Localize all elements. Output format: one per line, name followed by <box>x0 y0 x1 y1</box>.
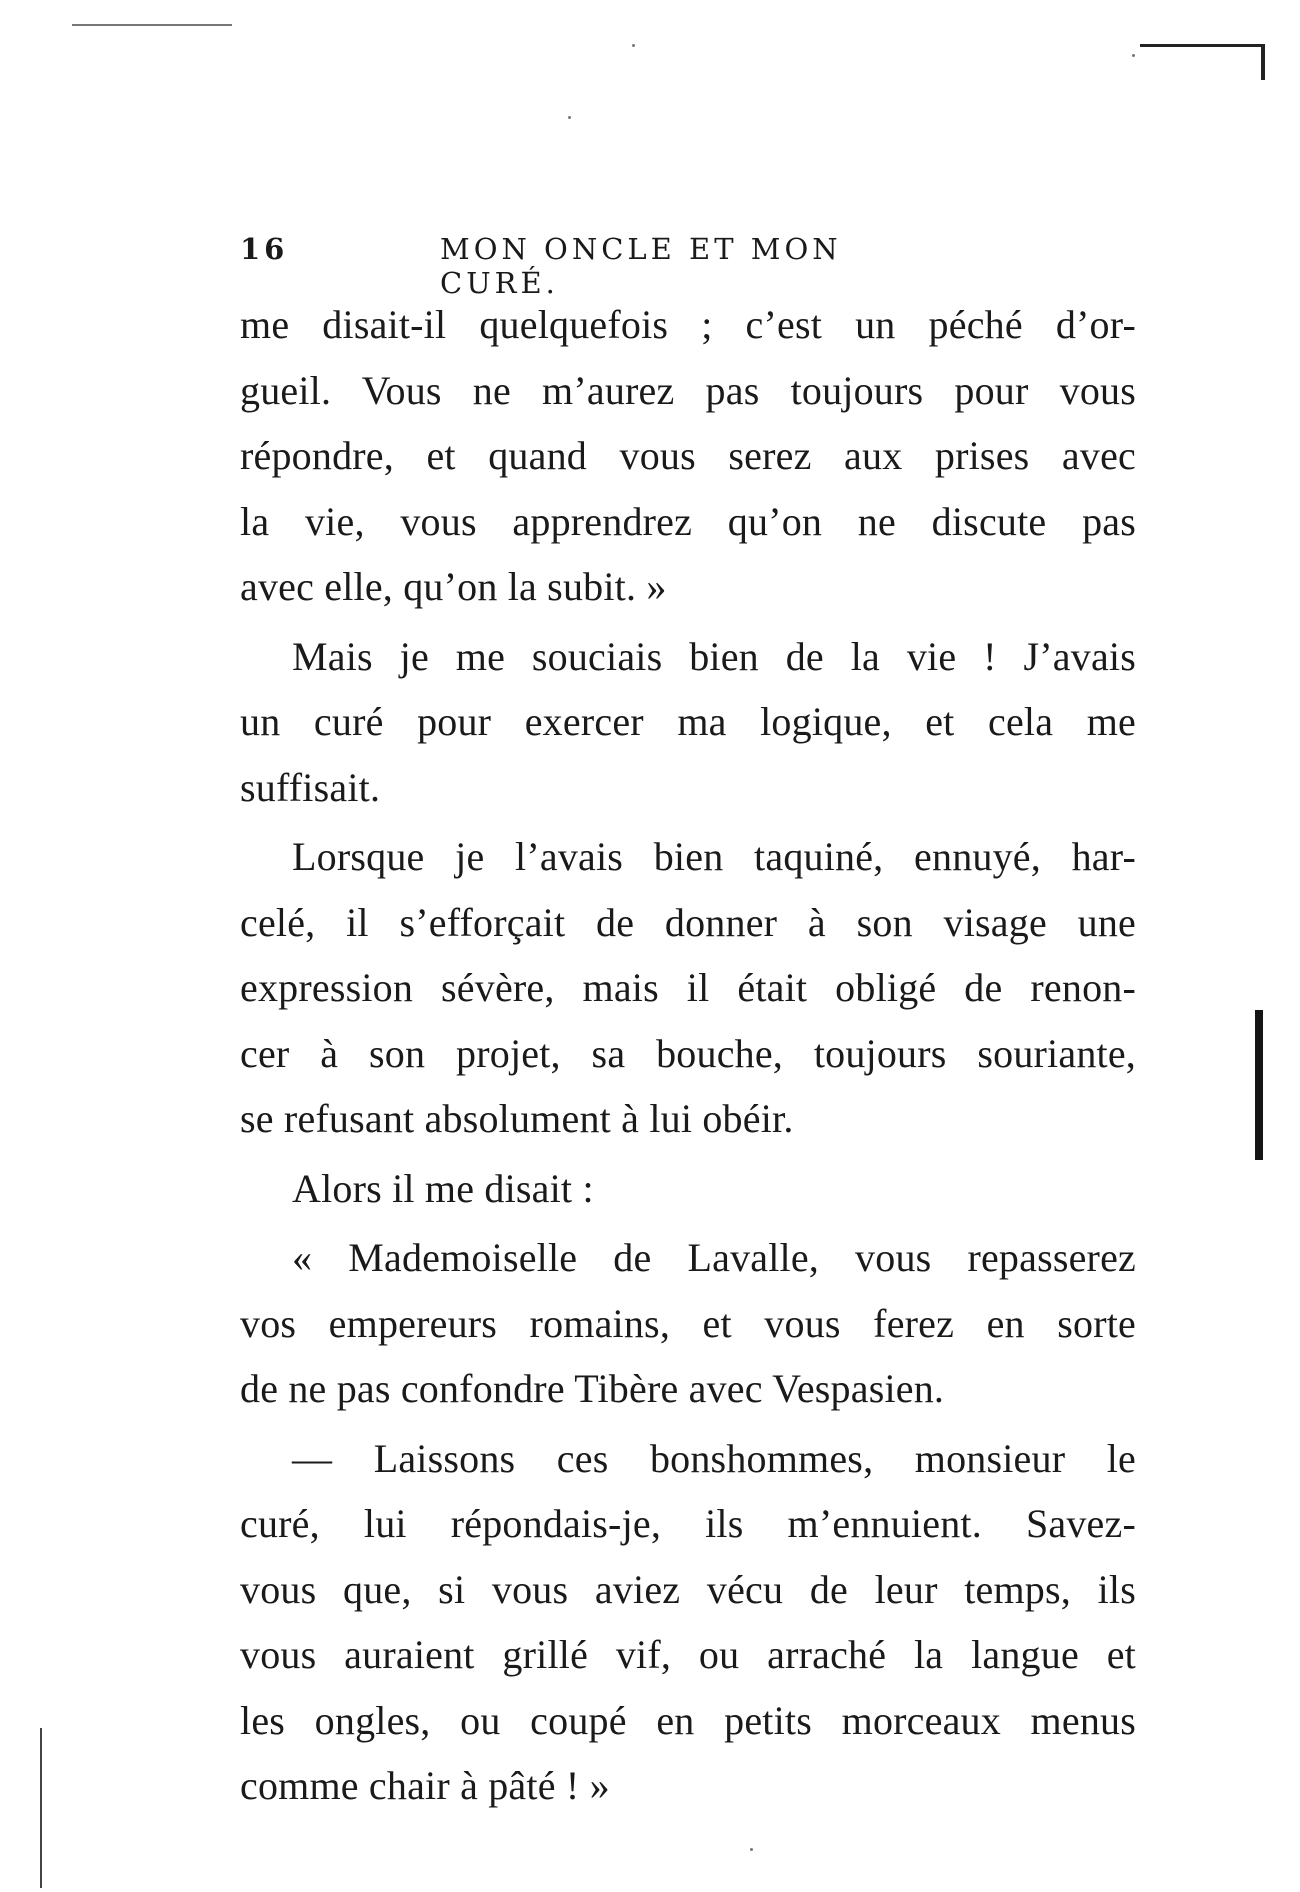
text-line: comme chair à pâté ! » <box>240 1763 610 1808</box>
text-line: vous auraient grillé vif, ou arraché la langue et <box>240 1632 1136 1677</box>
text-line: « Mademoiselle de Lavalle, vous repasserez <box>292 1235 1136 1280</box>
scan-artifact-corner <box>1140 44 1265 80</box>
text-line: gueil. Vous ne m’aurez pas toujours pour vous <box>240 367 1136 413</box>
scan-artifact-right-bar <box>1255 1010 1263 1160</box>
text-line: Mais je me souciais bien de la vie ! J’avais <box>292 633 1136 679</box>
text-line: Lorsque je l’avais bien taquiné, ennuyé, har- <box>292 834 1136 879</box>
text-line: — Laissons ces bonshommes, monsieur le <box>292 1435 1136 1481</box>
text-line: celé, il s’efforçait de donner à son visage une <box>240 899 1136 945</box>
text-line: répondre, et quand vous serez aux prises avec <box>240 433 1136 478</box>
text-line: me disait-il quelquefois ; c’est un péché d’or- <box>240 302 1136 347</box>
text-line: expression sévère, mais il était obligé de renon- <box>240 965 1136 1010</box>
text-line: un curé pour exercer ma logique, et cela me <box>240 699 1136 744</box>
running-head <box>240 232 952 300</box>
scan-speck <box>1132 54 1135 57</box>
page-number: 16 <box>240 232 289 266</box>
text-line: suffisait. <box>240 764 381 810</box>
scan-speck <box>632 44 635 47</box>
text-line: se refusant absolument à lui obéir. <box>240 1096 794 1141</box>
scan-artifact-top-line <box>72 24 232 26</box>
text-line: les ongles, ou coupé en petits morceaux menus <box>240 1697 1136 1743</box>
text-line: curé, lui répondais-je, ils m’ennuient. Savez- <box>240 1501 1136 1546</box>
body-text <box>240 292 1136 1819</box>
text-line: vos empereurs romains, et vous ferez en sorte <box>240 1300 1136 1346</box>
text-line: de ne pas confondre Tibère avec Vespasien. <box>240 1366 945 1411</box>
text-line: avec elle, qu’on la subit. » <box>240 564 667 609</box>
scan-speck <box>568 116 571 119</box>
text-line: cer à son projet, sa bouche, toujours souriante, <box>240 1030 1136 1076</box>
running-title: MON ONCLE ET MON CURÉ. <box>440 232 842 300</box>
scan-speck <box>750 1848 753 1851</box>
text-line: Alors il me disait : <box>292 1165 594 1211</box>
scan-artifact-left-tick <box>40 1728 42 1888</box>
text-line: vous que, si vous aviez vécu de leur temps, ils <box>240 1566 1136 1612</box>
text-line: la vie, vous apprendrez qu’on ne discute pas <box>240 498 1136 544</box>
